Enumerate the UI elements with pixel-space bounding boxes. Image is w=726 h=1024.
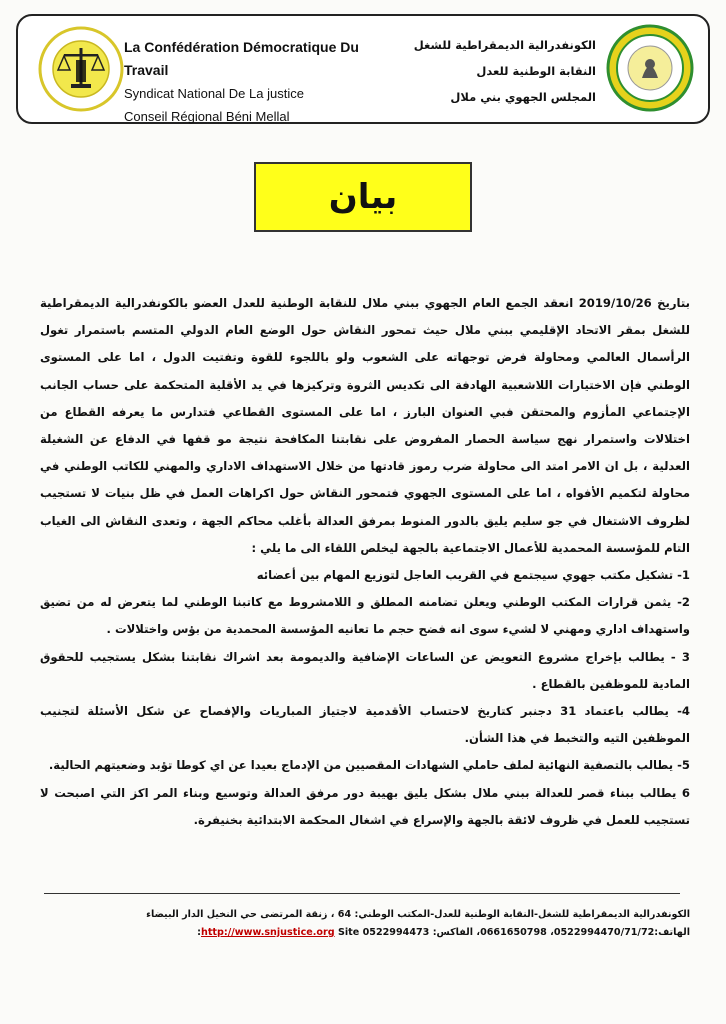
union-name-fr: Syndicat National De La justice xyxy=(124,86,304,101)
letterhead-arabic xyxy=(376,32,596,110)
org-name-fr: La Confédération Démocratique Du Travail xyxy=(124,39,359,78)
list-item: 3 - يطالب بإخراج مشروع التعويض عن الساعات الإضافية والديمومة بعد اشراك نقابتنا بشكل يستجيب للحقوق المادية للموظفين بالقطاع . xyxy=(40,649,690,691)
list-item: 2- يثمن قرارات المكتب الوطني ويعلن تضامنه المطلق و اللامشروط مع كاتبنا الوطني لما يتعرض له من تضيق واستهداف اداري ومهني لا لشيء سوى انه فضح حجم ما تعانيه المؤسسة المحمدية من بؤس واختلالات . xyxy=(40,595,690,637)
letterhead-french xyxy=(124,36,374,128)
letterhead xyxy=(16,14,710,124)
document-title: بيان xyxy=(328,177,398,217)
footer-address: الكونفدرالية الديمقراطية للشغل-النقابة الوطنية للعدل-المكتب الوطني: 64 ، زنقة المرتضى حي النخيل الدار البيضاء xyxy=(146,909,690,920)
council-name-ar: المجلس الجهوي بني ملال xyxy=(450,90,596,104)
list-item: 1- تشكيل مكتب جهوي سيجتمع في القريب العاجل لتوزيع المهام بين أعضائه xyxy=(256,568,690,583)
footer xyxy=(40,906,690,942)
statement-body xyxy=(40,290,690,834)
document-title-box xyxy=(254,162,472,232)
scales-of-justice-logo xyxy=(38,26,124,112)
statement-intro: بتاريخ 2019/10/26 انعقد الجمع العام الجهوي ببني ملال للنقابة الوطنية للعدل العضو بالكونفدرالية الديمقراطية للشغل بمقر الاتحاد الإقليمي ببني ملال حيث تمحور النقاش حول الوضع العام الدولي المتسم باستمرار تغول الرأسمال العالمي ومحاولة فرض توجهاته على الشعوب ولو باللجوء للقوة وتفتيت الدول ، اما على المستوى الوطني فإن الاختيارات اللاشعبية الهادفة الى تكديس الثروة وتركيزها في يد الأقلية المتحكمة على حساب الجانب الإجتماعي المأزوم والمحتقن فبي العنوان البارز ، اما على المستوى القطاعي فتدارس ما يعرفه القطاع من اختلالات واستمرار نهج سياسة الحصار المفروض على نقابتنا المكافحة نتيجة مو قفها في الدفاع عن الشغيلة العدلية ، بل ان الامر امتد الى محاولة ضرب رموز قادتها من خلال الاستهداف الاداري والمهني للكاتب الوطني في محاولة لتكميم الأفواه ، اما على المستوى الجهوي فتمحور النقاش حول اكراهات العمل في ظل بنيات لا تستجيب لظروف الاشتغال في جو سليم يليق بالدور المنوط بمرفق العدالة بأغلب محاكم الجهة ، وتعدى النقاش الى الغياب التام للمؤسسة المحمدية للأعمال الاجتماعية بالجهة ليخلص اللقاء الى ما يلي : xyxy=(40,296,690,555)
list-item: 5- يطالب بالتصفية النهائية لملف حاملي الشهادات المقصيين من الإدماج بعيدا عن اي كوطا تؤبد وضعيتهم الحالية. xyxy=(48,758,690,773)
footer-contacts xyxy=(40,924,690,942)
union-name-ar: النقابة الوطنية للعدل xyxy=(476,64,596,78)
list-item: 4- يطالب باعتماد 31 دجنبر كتاريخ لاحتساب الأقدمية لاجتياز المباريات والإفصاح عن شكل الأسئلة لتجنيب الموظفين التيه والتخبط في هذا الشأن. xyxy=(40,704,690,746)
site-label: Site: xyxy=(197,927,360,938)
list-item: 6 يطالب ببناء قصر للعدالة ببني ملال بشكل يليق بهيبة دور مرفق العدالة وتوسيع وبناء المر اكز التي اصبحت لا تستجيب للعمل في ظروف لائقة بالجهة والإسراع في اشغال المحكمة الابتدائية بخنيفرة. xyxy=(40,785,690,827)
cdt-logo xyxy=(606,24,694,112)
website-link[interactable]: http://www.snjustice.org xyxy=(201,927,335,938)
footer-phones: الهاتف:0522994470/71/72، 0661650798، الفاكس: 0522994473 xyxy=(362,927,690,938)
org-name-ar: الكونفدرالية الديمقراطية للشغل xyxy=(413,38,596,52)
footer-divider xyxy=(44,893,680,894)
council-name-fr: Conseil Régional Béni Mellal xyxy=(124,109,290,124)
